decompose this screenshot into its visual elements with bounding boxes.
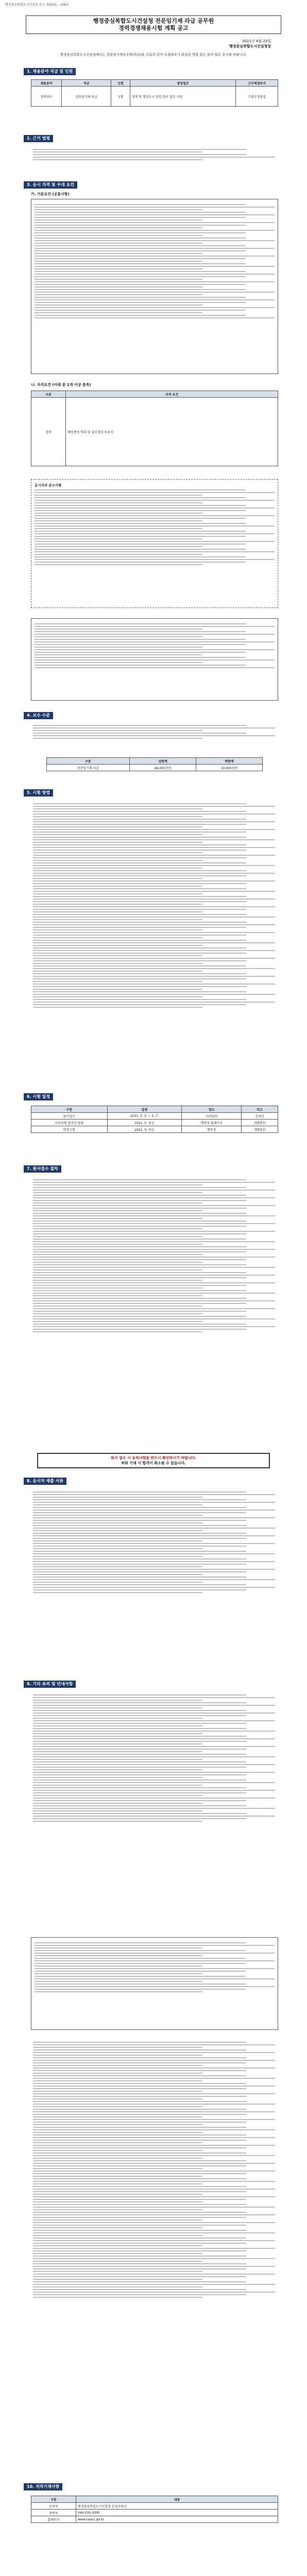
section-8-heading: 8. 응시자 제출 서류 — [24, 1478, 66, 1485]
table-row: 면접시험 2021. 5. 하순 행복청 개별통보 — [31, 1126, 278, 1133]
section-4-heading: 4. 보수 수준 — [24, 712, 53, 719]
title-line-1: 행정중심복합도시건설청 전문임기제 라급 공무원 — [93, 18, 214, 24]
table-header-row: 구분 상한액 하한액 — [47, 758, 263, 765]
table-header-row: 구분 자격 요건 — [31, 391, 278, 398]
table-row: 경력 해당분야 학위 및 실무경력 보유자 — [31, 398, 278, 466]
table-header-row: 채용분야 직급 인원 담당업무 근무예정부서 — [31, 80, 278, 87]
section-3-sub-1: 가. 기본요건 (공통사항) — [31, 192, 70, 196]
table-header-row: 구분 내용 — [31, 2496, 278, 2503]
table-row: 정책연구 전문임기제 라급 1명 정책 및 행정도시 관련 연구 업무 지원 기획조정관실 — [31, 87, 278, 107]
section-9-body-2 — [33, 2040, 275, 2299]
table-header-row: 구분 일정 장소 비고 — [31, 1106, 278, 1113]
table-row: 전문임기제 라급 46,000천원 33,000천원 — [47, 765, 263, 771]
warning-box — [37, 1453, 270, 1468]
contact-table — [31, 2496, 278, 2523]
section-6-heading: 6. 시험 일정 — [24, 1093, 53, 1100]
section-4-body — [33, 723, 275, 740]
qualification-table — [31, 391, 278, 466]
section-9-body — [33, 1693, 275, 1823]
announcement-intro: 행정중심복합도시건설청에서는 전문임기제공무원(라급)을 다음과 같이 모집하오니 관심과 역량 있는 분의 많은 응시를 바랍니다. — [60, 53, 247, 57]
notes-box — [31, 479, 278, 608]
preference-box — [31, 618, 278, 701]
announcement-title — [26, 15, 281, 34]
section-3-heading: 3. 응시 자격 및 우대 요건 — [24, 181, 77, 189]
section-10-heading: 10. 저작기재사항 — [24, 2483, 62, 2490]
schedule-table — [31, 1106, 278, 1133]
section-9-heading: 9. 기타 유의 및 안내사항 — [24, 1681, 76, 1688]
section-2-body — [33, 147, 275, 162]
table-row: 원서접수 2021. 5. 3. ~ 5. 7. 나라일터 온라인 — [31, 1113, 278, 1120]
announcement-issuer: 행정중심복합도시건설청장 — [229, 44, 271, 48]
section-3-sub-2: 나. 자격요건 (아래 중 1개 이상 충족) — [31, 383, 91, 387]
section-7-heading: 7. 원서접수 절차 — [24, 1165, 61, 1173]
notes-box-title: 응시자의 준수사항 — [35, 483, 62, 487]
table-row: 서류전형 합격자 발표 2021. 5. 중순 행복청 홈페이지 개별통보 — [31, 1120, 278, 1126]
section-8-body — [33, 1490, 275, 1595]
warning-line-1: 원서 접수 시 유의사항을 반드시 확인하시기 바랍니다. — [110, 1456, 197, 1460]
salary-table — [46, 757, 263, 771]
section-7-body — [33, 1178, 275, 1334]
section-2-heading: 2. 근거 법령 — [24, 135, 53, 142]
basic-requirements-box — [31, 199, 278, 374]
header-org-line: 행정중심복합도시건설청 공고 제2021 - 138호 — [5, 3, 69, 7]
info-box — [31, 1937, 278, 2030]
title-line-2: 경력경쟁채용시험 계획 공고 — [118, 25, 189, 31]
recruitment-table — [31, 79, 278, 107]
warning-line-2: 허위 기재 시 합격이 취소될 수 있습니다. — [121, 1461, 186, 1465]
section-5-heading: 5. 시험 방법 — [24, 789, 53, 796]
table-row: 문의처 행정중심복합도시건설청 운영지원과 — [31, 2503, 278, 2510]
section-1-heading: 1. 채용분야 직급 및 인원 — [24, 68, 76, 75]
table-row: 연락처 044-200-3000 — [31, 2510, 278, 2516]
table-row: 홈페이지 www.naacc.go.kr — [31, 2516, 278, 2523]
section-5-body — [33, 802, 275, 1009]
announcement-date: 2021년 4월 23일 — [242, 39, 271, 43]
